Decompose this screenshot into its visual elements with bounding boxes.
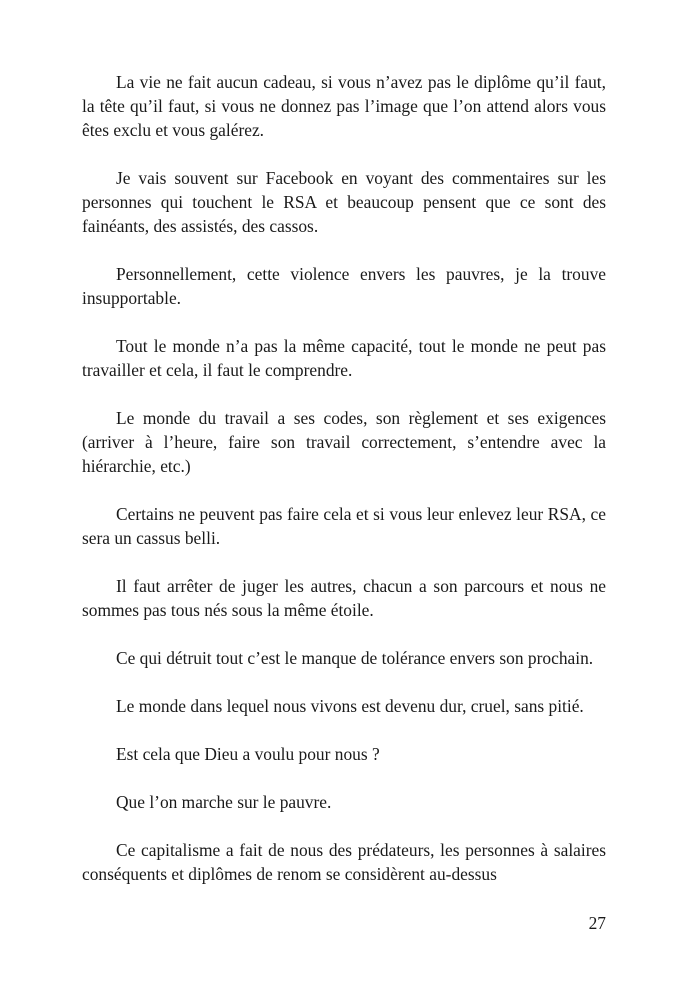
paragraph: Je vais souvent sur Facebook en voyant des commentaires sur les personnes qui touchent le RSA et beaucoup pensent que ce sont des fainéants, des assistés, des cassos. [82, 168, 606, 236]
paragraph: Est cela que Dieu a voulu pour nous ? [116, 744, 380, 764]
paragraph: Ce qui détruit tout c’est le manque de tolérance envers son prochain. [116, 648, 594, 668]
page-body [82, 70, 606, 886]
page-number: 27 [588, 913, 606, 933]
paragraph: Certains ne peuvent pas faire cela et si vous leur enlevez leur RSA, ce sera un cassus belli. [82, 504, 606, 548]
paragraph: Que l’on marche sur le pauvre. [116, 792, 332, 812]
paragraph: Le monde dans lequel nous vivons est devenu dur, cruel, sans pitié. [116, 696, 584, 716]
paragraph: Personnellement, cette violence envers les pauvres, je la trouve insupportable. [82, 264, 606, 308]
paragraph: La vie ne fait aucun cadeau, si vous n’avez pas le diplôme qu’il faut, la tête qu’il faut, si vous ne donnez pas l’image que l’on attend alors vous êtes exclu et vous galérez. [82, 72, 606, 140]
paragraph: Le monde du travail a ses codes, son règlement et ses exigences (arriver à l’heure, faire son travail correctement, s’entendre avec la hiérarchie, etc.) [82, 408, 606, 476]
paragraph: Ce capitalisme a fait de nous des prédateurs, les personnes à salaires conséquents et diplômes de renom se considèrent au-dessus [82, 840, 606, 884]
paragraph: Tout le monde n’a pas la même capacité, tout le monde ne peut pas travailler et cela, il faut le comprendre. [82, 336, 606, 380]
paragraph: Il faut arrêter de juger les autres, chacun a son parcours et nous ne sommes pas tous nés sous la même étoile. [82, 576, 606, 620]
